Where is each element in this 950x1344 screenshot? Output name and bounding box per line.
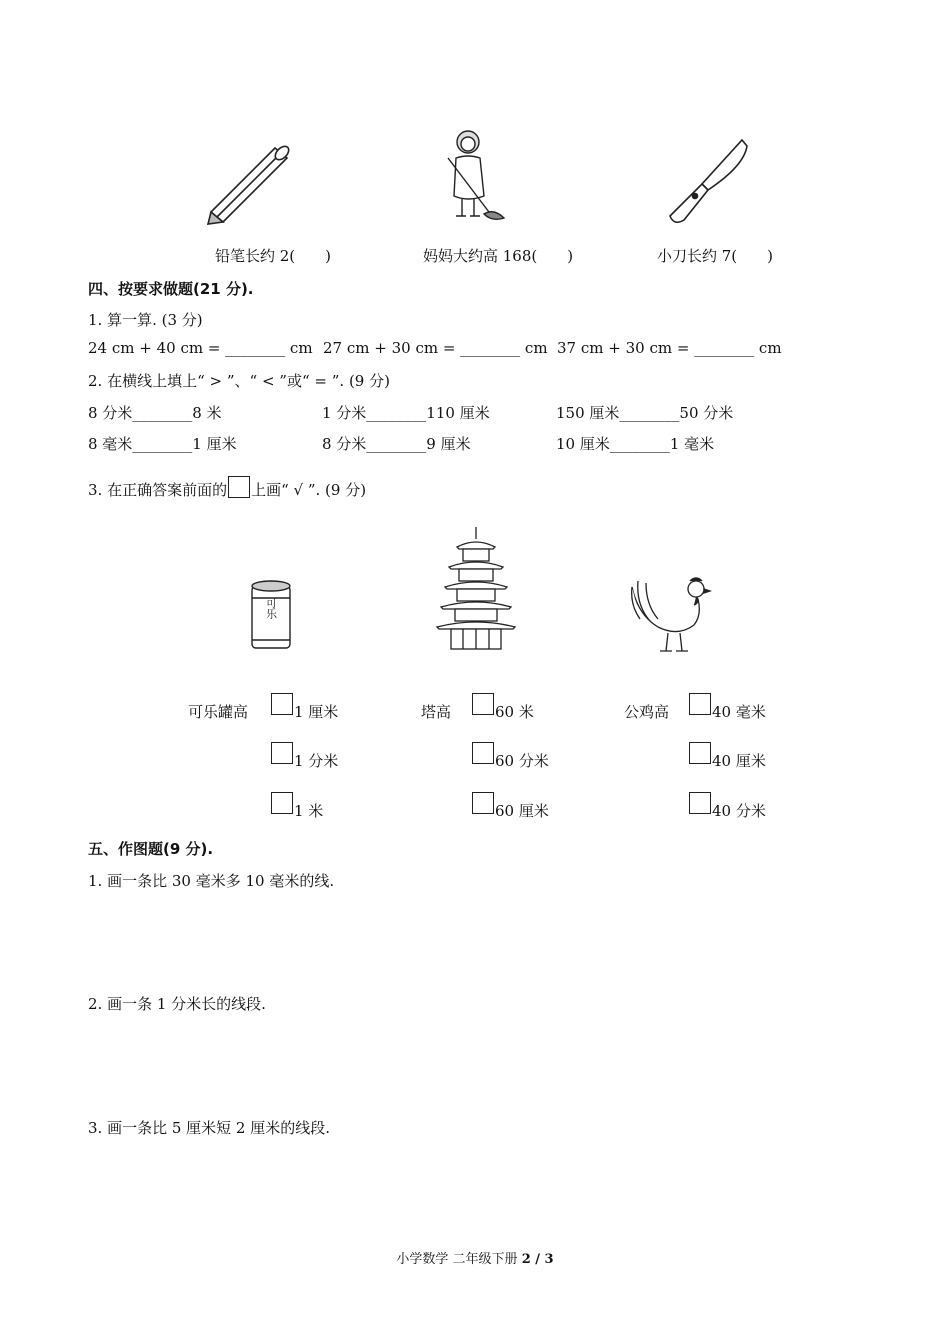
pagoda-label-text: 塔高 <box>421 703 452 721</box>
q1-item-3: 37 cm + 30 cm = ________ cm <box>557 339 782 357</box>
checkbox-rooster-opt3[interactable] <box>689 792 711 814</box>
q2-row1-col2: 1 分米________110 厘米 <box>322 404 490 422</box>
section4-heading: 四、按要求做题(21 分). <box>88 280 254 298</box>
cola-can-icon <box>248 578 294 652</box>
rooster-opt2-text: 40 厘米 <box>712 752 766 770</box>
cola-opt2-text: 1 分米 <box>294 752 339 770</box>
q1-title: 1. 算一算. (3 分) <box>88 311 203 329</box>
pencil-icon <box>205 140 300 225</box>
section5-heading: 五、作图题(9 分). <box>88 840 214 858</box>
page-footer <box>0 1248 950 1267</box>
q1-item-2: 27 cm + 30 cm = ________ cm <box>323 339 548 357</box>
cola-can-label: 可乐 <box>264 597 278 619</box>
q2-row2-col3: 10 厘米________1 毫米 <box>556 435 715 453</box>
checkbox-cola-opt2[interactable] <box>271 742 293 764</box>
cola-opt3-text: 1 米 <box>294 802 324 820</box>
pagoda-opt2-text: 60 分米 <box>495 752 549 770</box>
checkbox-pagoda-opt1[interactable] <box>472 693 494 715</box>
answer-checkbox-example <box>228 476 250 498</box>
q3-title-before: 3. 在正确答案前面的 <box>88 481 228 499</box>
checkbox-cola-opt1[interactable] <box>271 693 293 715</box>
pagoda-opt3-text: 60 厘米 <box>495 802 549 820</box>
checkbox-rooster-opt2[interactable] <box>689 742 711 764</box>
woman-caption: 妈妈大约高 168( ) <box>423 247 574 265</box>
q2-row1-col3: 150 厘米________50 分米 <box>556 404 734 422</box>
rooster-label-text: 公鸡高 <box>624 703 670 721</box>
knife-icon <box>664 136 754 228</box>
q2-row1-col1: 8 分米________8 米 <box>88 404 222 422</box>
checkbox-rooster-opt1[interactable] <box>689 693 711 715</box>
cola-can-label-text: 可乐罐高 <box>188 703 249 721</box>
cola-opt1-text: 1 厘米 <box>294 703 339 721</box>
rooster-opt3-text: 40 分米 <box>712 802 766 820</box>
q1-item-1: 24 cm + 40 cm = ________ cm <box>88 339 313 357</box>
rooster-opt1-text: 40 毫米 <box>712 703 766 721</box>
q2-row2-col1: 8 毫米________1 厘米 <box>88 435 237 453</box>
knife-caption: 小刀长约 7( ) <box>657 247 774 265</box>
q3-title-after: 上画“ √ ”. (9 分) <box>251 481 367 499</box>
q3-title <box>88 476 366 500</box>
checkbox-cola-opt3[interactable] <box>271 792 293 814</box>
footer-page-number: 2 / 3 <box>521 1252 554 1267</box>
s5-question-3: 3. 画一条比 5 厘米短 2 厘米的线段. <box>88 1119 331 1137</box>
q2-title: 2. 在横线上填上“ > ”、“ < ”或“ = ”. (9 分) <box>88 372 390 390</box>
pagoda-icon <box>435 527 517 651</box>
checkbox-pagoda-opt2[interactable] <box>472 742 494 764</box>
footer-subject: 小学数学 二年级下册 <box>396 1252 518 1267</box>
pagoda-opt1-text: 60 米 <box>495 703 534 721</box>
rooster-icon <box>628 575 714 655</box>
pencil-caption: 铅笔长约 2( ) <box>215 247 332 265</box>
woman-sweeping-icon <box>432 128 512 223</box>
s5-question-1: 1. 画一条比 30 毫米多 10 毫米的线. <box>88 872 335 890</box>
s5-question-2: 2. 画一条 1 分米长的线段. <box>88 995 266 1013</box>
checkbox-pagoda-opt3[interactable] <box>472 792 494 814</box>
q2-row2-col2: 8 分米________9 厘米 <box>322 435 471 453</box>
